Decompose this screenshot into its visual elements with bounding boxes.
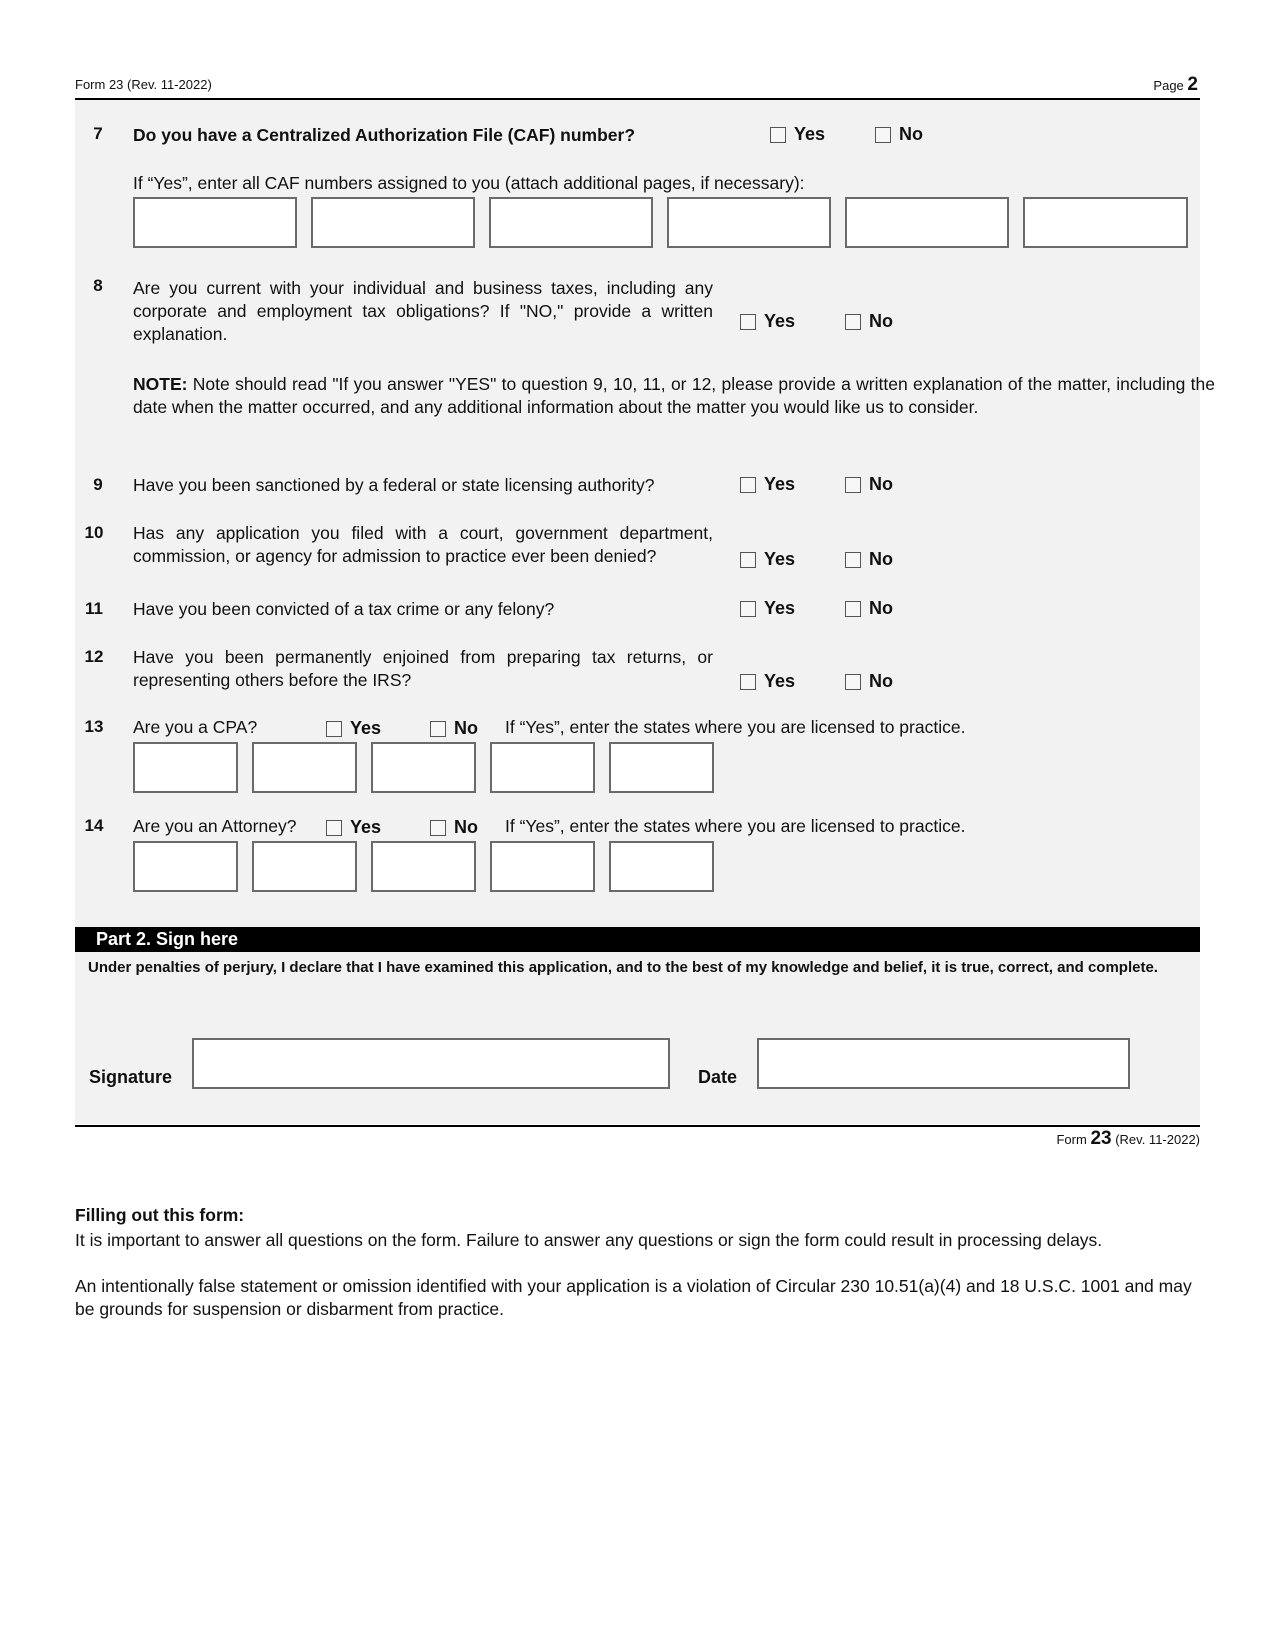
q13-yes-checkbox[interactable] <box>326 718 381 739</box>
question-number-14: 14 <box>84 816 104 835</box>
q10-no-checkbox[interactable] <box>845 549 893 570</box>
note-label: NOTE: <box>133 374 188 394</box>
cpa-state-field-4[interactable] <box>490 742 595 793</box>
q14-yes-checkbox[interactable] <box>326 817 381 838</box>
attorney-state-field-2[interactable] <box>252 841 357 892</box>
attorney-state-field-5[interactable] <box>609 841 714 892</box>
checkbox-icon[interactable] <box>845 601 861 617</box>
caf-number-field-6[interactable] <box>1023 197 1188 248</box>
no-label: No <box>869 474 893 494</box>
question-14-text: Are you an Attorney? <box>133 816 297 836</box>
attorney-state-field-1[interactable] <box>133 841 238 892</box>
caf-number-field-1[interactable] <box>133 197 297 248</box>
caf-number-field-4[interactable] <box>667 197 831 248</box>
attorney-state-field-3[interactable] <box>371 841 476 892</box>
caf-number-field-3[interactable] <box>489 197 653 248</box>
checkbox-icon[interactable] <box>845 477 861 493</box>
note-text: Note should read "If you answer "YES" to question 9, 10, 11, or 12, please provide a written explanation of the matter, including the date when the matter occurred, and any additional information about the matter you would like us to consider. <box>133 374 1215 417</box>
checkbox-icon[interactable] <box>770 127 786 143</box>
no-label: No <box>454 817 478 837</box>
footer-form-label <box>1056 1128 1200 1150</box>
q14-states-instructions: If “Yes”, enter the states where you are licensed to practice. <box>505 816 966 836</box>
question-12-text: Have you been permanently enjoined from preparing tax returns, or representing others before the IRS? <box>133 647 713 690</box>
q8-yes-checkbox[interactable] <box>740 311 795 332</box>
perjury-statement: Under penalties of perjury, I declare that I have examined this application, and to the best of my knowledge and belief, it is true, correct, and complete. <box>88 959 1158 976</box>
no-label: No <box>454 718 478 738</box>
q13-states-instructions: If “Yes”, enter the states where you are licensed to practice. <box>505 717 966 737</box>
checkbox-icon[interactable] <box>740 552 756 568</box>
yes-label: Yes <box>764 474 796 494</box>
q12-yes-checkbox[interactable] <box>740 671 795 692</box>
no-label: No <box>899 124 923 144</box>
question-13-text: Are you a CPA? <box>133 717 258 737</box>
q14-no-checkbox[interactable] <box>430 817 478 838</box>
question-9-text: Have you been sanctioned by a federal or state licensing authority? <box>133 475 655 495</box>
yes-label: Yes <box>794 124 826 144</box>
checkbox-icon[interactable] <box>326 721 342 737</box>
date-field[interactable] <box>757 1038 1130 1089</box>
q7-yes-checkbox[interactable] <box>770 124 825 145</box>
footer-form-number: 23 <box>1090 1128 1112 1149</box>
footer-form-prefix: Form <box>1056 1132 1087 1147</box>
checkbox-icon[interactable] <box>326 820 342 836</box>
attorney-state-field-4[interactable] <box>490 841 595 892</box>
yes-label: Yes <box>350 718 382 738</box>
question-number-8: 8 <box>93 276 103 295</box>
checkbox-icon[interactable] <box>845 674 861 690</box>
instructions-paragraph-2: An intentionally false statement or omission identified with your application is a violation of Circular 230 10.51(a)(4) and 18 U.S.C. 1001 and may be grounds for suspension or disbarment from practice. <box>75 1276 1192 1319</box>
question-number-11: 11 <box>85 599 103 618</box>
part-2-header: Part 2. Sign here <box>75 927 1200 952</box>
q8-no-checkbox[interactable] <box>845 311 893 332</box>
question-number-13: 13 <box>84 717 104 736</box>
instructions-paragraph-1: It is important to answer all questions on the form. Failure to answer any questions or sign the form could result in processing delays. <box>75 1230 1103 1250</box>
checkbox-icon[interactable] <box>430 721 446 737</box>
q10-yes-checkbox[interactable] <box>740 549 795 570</box>
yes-label: Yes <box>764 549 796 569</box>
q9-yes-checkbox[interactable] <box>740 474 795 495</box>
checkbox-icon[interactable] <box>740 314 756 330</box>
caf-number-field-5[interactable] <box>845 197 1009 248</box>
yes-label: Yes <box>350 817 382 837</box>
q12-no-checkbox[interactable] <box>845 671 893 692</box>
cpa-state-field-1[interactable] <box>133 742 238 793</box>
checkbox-icon[interactable] <box>845 552 861 568</box>
checkbox-icon[interactable] <box>740 674 756 690</box>
checkbox-icon[interactable] <box>740 601 756 617</box>
question-number-10: 10 <box>84 523 104 542</box>
cpa-state-field-3[interactable] <box>371 742 476 793</box>
signature-field[interactable] <box>192 1038 670 1089</box>
checkbox-icon[interactable] <box>740 477 756 493</box>
no-label: No <box>869 549 893 569</box>
q13-no-checkbox[interactable] <box>430 718 478 739</box>
question-number-12: 12 <box>84 647 104 666</box>
page-number: 2 <box>1187 74 1198 95</box>
no-label: No <box>869 598 893 618</box>
no-label: No <box>869 311 893 331</box>
question-7-text: Do you have a Centralized Authorization File (CAF) number? <box>133 125 636 145</box>
cpa-state-field-5[interactable] <box>609 742 714 793</box>
footer-revision: (Rev. 11-2022) <box>1115 1132 1200 1147</box>
form-revision-label: Form 23 (Rev. 11-2022) <box>75 77 212 92</box>
question-number-9: 9 <box>93 475 103 494</box>
yes-label: Yes <box>764 311 796 331</box>
yes-label: Yes <box>764 671 796 691</box>
q11-yes-checkbox[interactable] <box>740 598 795 619</box>
date-label: Date <box>698 1067 738 1087</box>
checkbox-icon[interactable] <box>875 127 891 143</box>
cpa-state-field-2[interactable] <box>252 742 357 793</box>
question-10-text: Has any application you filed with a court, government department, commission, or agency for admission to practice ever been denied? <box>133 523 713 566</box>
question-number-7: 7 <box>93 124 103 143</box>
no-label: No <box>869 671 893 691</box>
question-11-text: Have you been convicted of a tax crime or any felony? <box>133 599 555 619</box>
q11-no-checkbox[interactable] <box>845 598 893 619</box>
instructions-title: Filling out this form: <box>75 1205 245 1225</box>
note-paragraph <box>133 373 1215 419</box>
caf-instructions: If “Yes”, enter all CAF numbers assigned to you (attach additional pages, if necessary): <box>133 173 805 193</box>
caf-number-field-2[interactable] <box>311 197 475 248</box>
question-8-text: Are you current with your individual and business taxes, including any corporate and employment tax obligations? If "NO," provide a written explanation. <box>133 278 713 344</box>
signature-label: Signature <box>89 1067 173 1087</box>
page-prefix: Page <box>1153 78 1184 93</box>
q9-no-checkbox[interactable] <box>845 474 893 495</box>
yes-label: Yes <box>764 598 796 618</box>
page-indicator <box>1153 74 1198 96</box>
checkbox-icon[interactable] <box>845 314 861 330</box>
q7-no-checkbox[interactable] <box>875 124 923 145</box>
checkbox-icon[interactable] <box>430 820 446 836</box>
footer-divider <box>75 1125 1200 1127</box>
